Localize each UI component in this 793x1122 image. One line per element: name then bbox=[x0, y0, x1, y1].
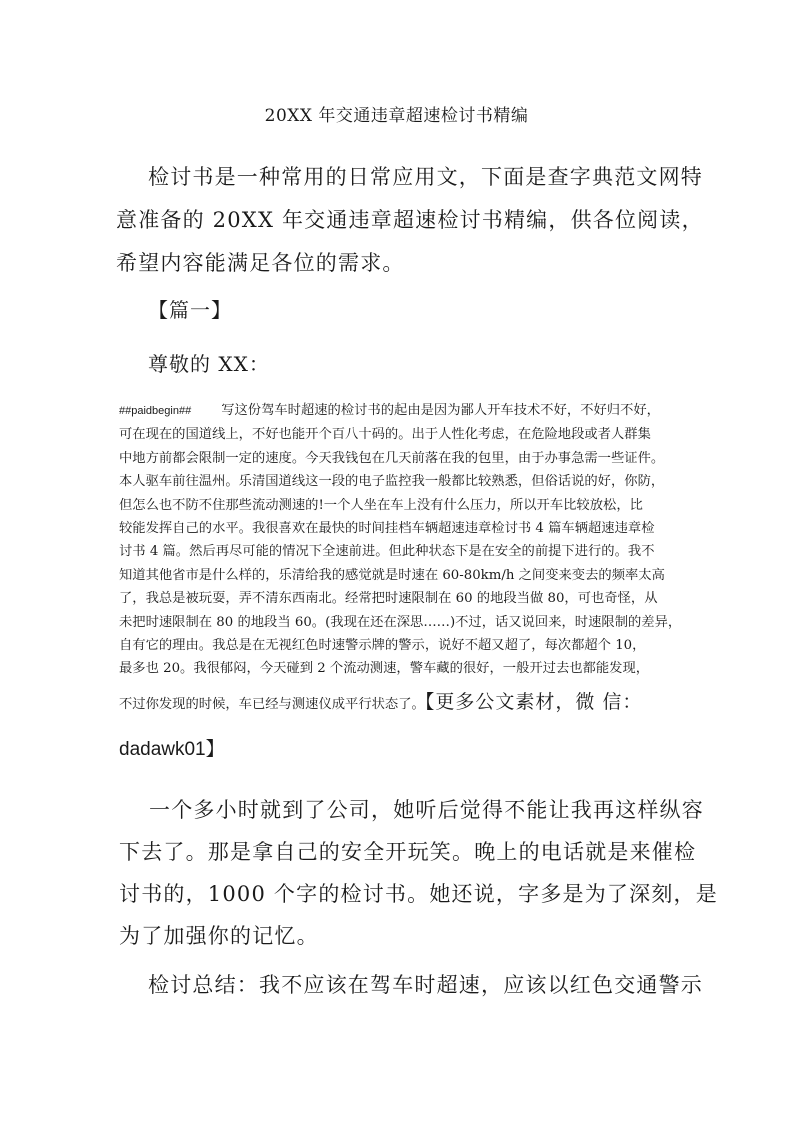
body-line: 了，我总是被玩耍，弄不清东西南北。经常把时速限制在 60 的地段当做 80，可也奇怪，从 bbox=[119, 591, 658, 607]
intro-paragraph bbox=[116, 156, 704, 285]
para2-line: 下去了。那是拿自己的安全开玩笑。晚上的电话就是来催检 bbox=[119, 840, 697, 864]
body-line: 本人驱车前往温州。乐清国道线这一段的电子监控我一般都比较熟悉，但俗话说的好，你防， bbox=[119, 474, 665, 490]
para2-line: 讨书的，1000 个字的检讨书。她还说，字多是为了深刻，是 bbox=[119, 882, 718, 906]
paid-marker: ##paidbegin## bbox=[119, 405, 192, 417]
body-line: 可在现在的国道线上，不好也能开个百八十码的。出于人性化考虑，在危险地段或者人群集 bbox=[119, 427, 651, 443]
body-line: 知道其他省市是什么样的，乐清给我的感觉就是时速在 60-80km/h 之间变来变去的频率太高 bbox=[119, 567, 665, 583]
body-line: 较能发挥自己的水平。我很喜欢在最快的时间挂档车辆超速违章检讨书 4 篇车辆超速违章检 bbox=[119, 521, 655, 537]
contact-line: dadawk01】 bbox=[119, 739, 225, 760]
body-line: 未把时速限制在 80 的地段当 60。(我现在还在深思……)不过，话又说回来，时速限制的差异， bbox=[119, 614, 682, 630]
para2-line: 一个多小时就到了公司，她听后觉得不能让我再这样纵容 bbox=[149, 798, 704, 822]
body-last-line-text: 不过你发现的时候，车已经与测速仪成平行状态了。 bbox=[119, 696, 425, 712]
promo-text: 【更多公文素材，微 信： bbox=[424, 690, 643, 713]
body-line: 中地方前都会限制一定的速度。今天我钱包在几天前落在我的包里，由于办事急需一些证件。 bbox=[119, 450, 665, 466]
intro-line: 意准备的 20XX 年交通违章超速检讨书精编，供各位阅读， bbox=[116, 208, 704, 232]
body-last-line bbox=[119, 691, 685, 716]
body-line: 最多也 20。我很郁闷，今天碰到 2 个流动测速，警车藏的很好，一般开过去也都能发现， bbox=[119, 661, 650, 677]
body-line-text: 写这份驾车时超速的检讨书的起由是因为鄙人开车技术不好，不好归不好， bbox=[221, 403, 660, 418]
body-line: 自有它的理由。我总是在无视红色时速警示牌的警示，说好不超又超了，每次都超个 10， bbox=[119, 638, 646, 654]
document-title: 20XX 年交通违章超速检讨书精编 bbox=[264, 106, 529, 126]
body-line: 但怎么也不防不住那些流动测速的!一个人坐在车上没有什么压力，所以开车比较放松，比 bbox=[119, 497, 643, 513]
intro-line: 希望内容能满足各位的需求。 bbox=[116, 251, 405, 275]
salutation: 尊敬的 XX： bbox=[148, 352, 270, 376]
body-line: 讨书 4 篇。然后再尽可能的情况下全速前进。但此种状态下是在安全的前提下进行的。我不 bbox=[119, 544, 655, 560]
body-paragraph bbox=[119, 399, 685, 716]
section-label: 【篇一】 bbox=[148, 298, 232, 322]
para2-line: 为了加强你的记忆。 bbox=[119, 924, 319, 948]
paragraph-three: 检讨总结：我不应该在驾车时超速，应该以红色交通警示 bbox=[148, 973, 703, 997]
paragraph-two bbox=[119, 789, 718, 957]
body-line bbox=[119, 399, 685, 423]
intro-line: 检讨书是一种常用的日常应用文，下面是查字典范文网特 bbox=[148, 165, 703, 189]
